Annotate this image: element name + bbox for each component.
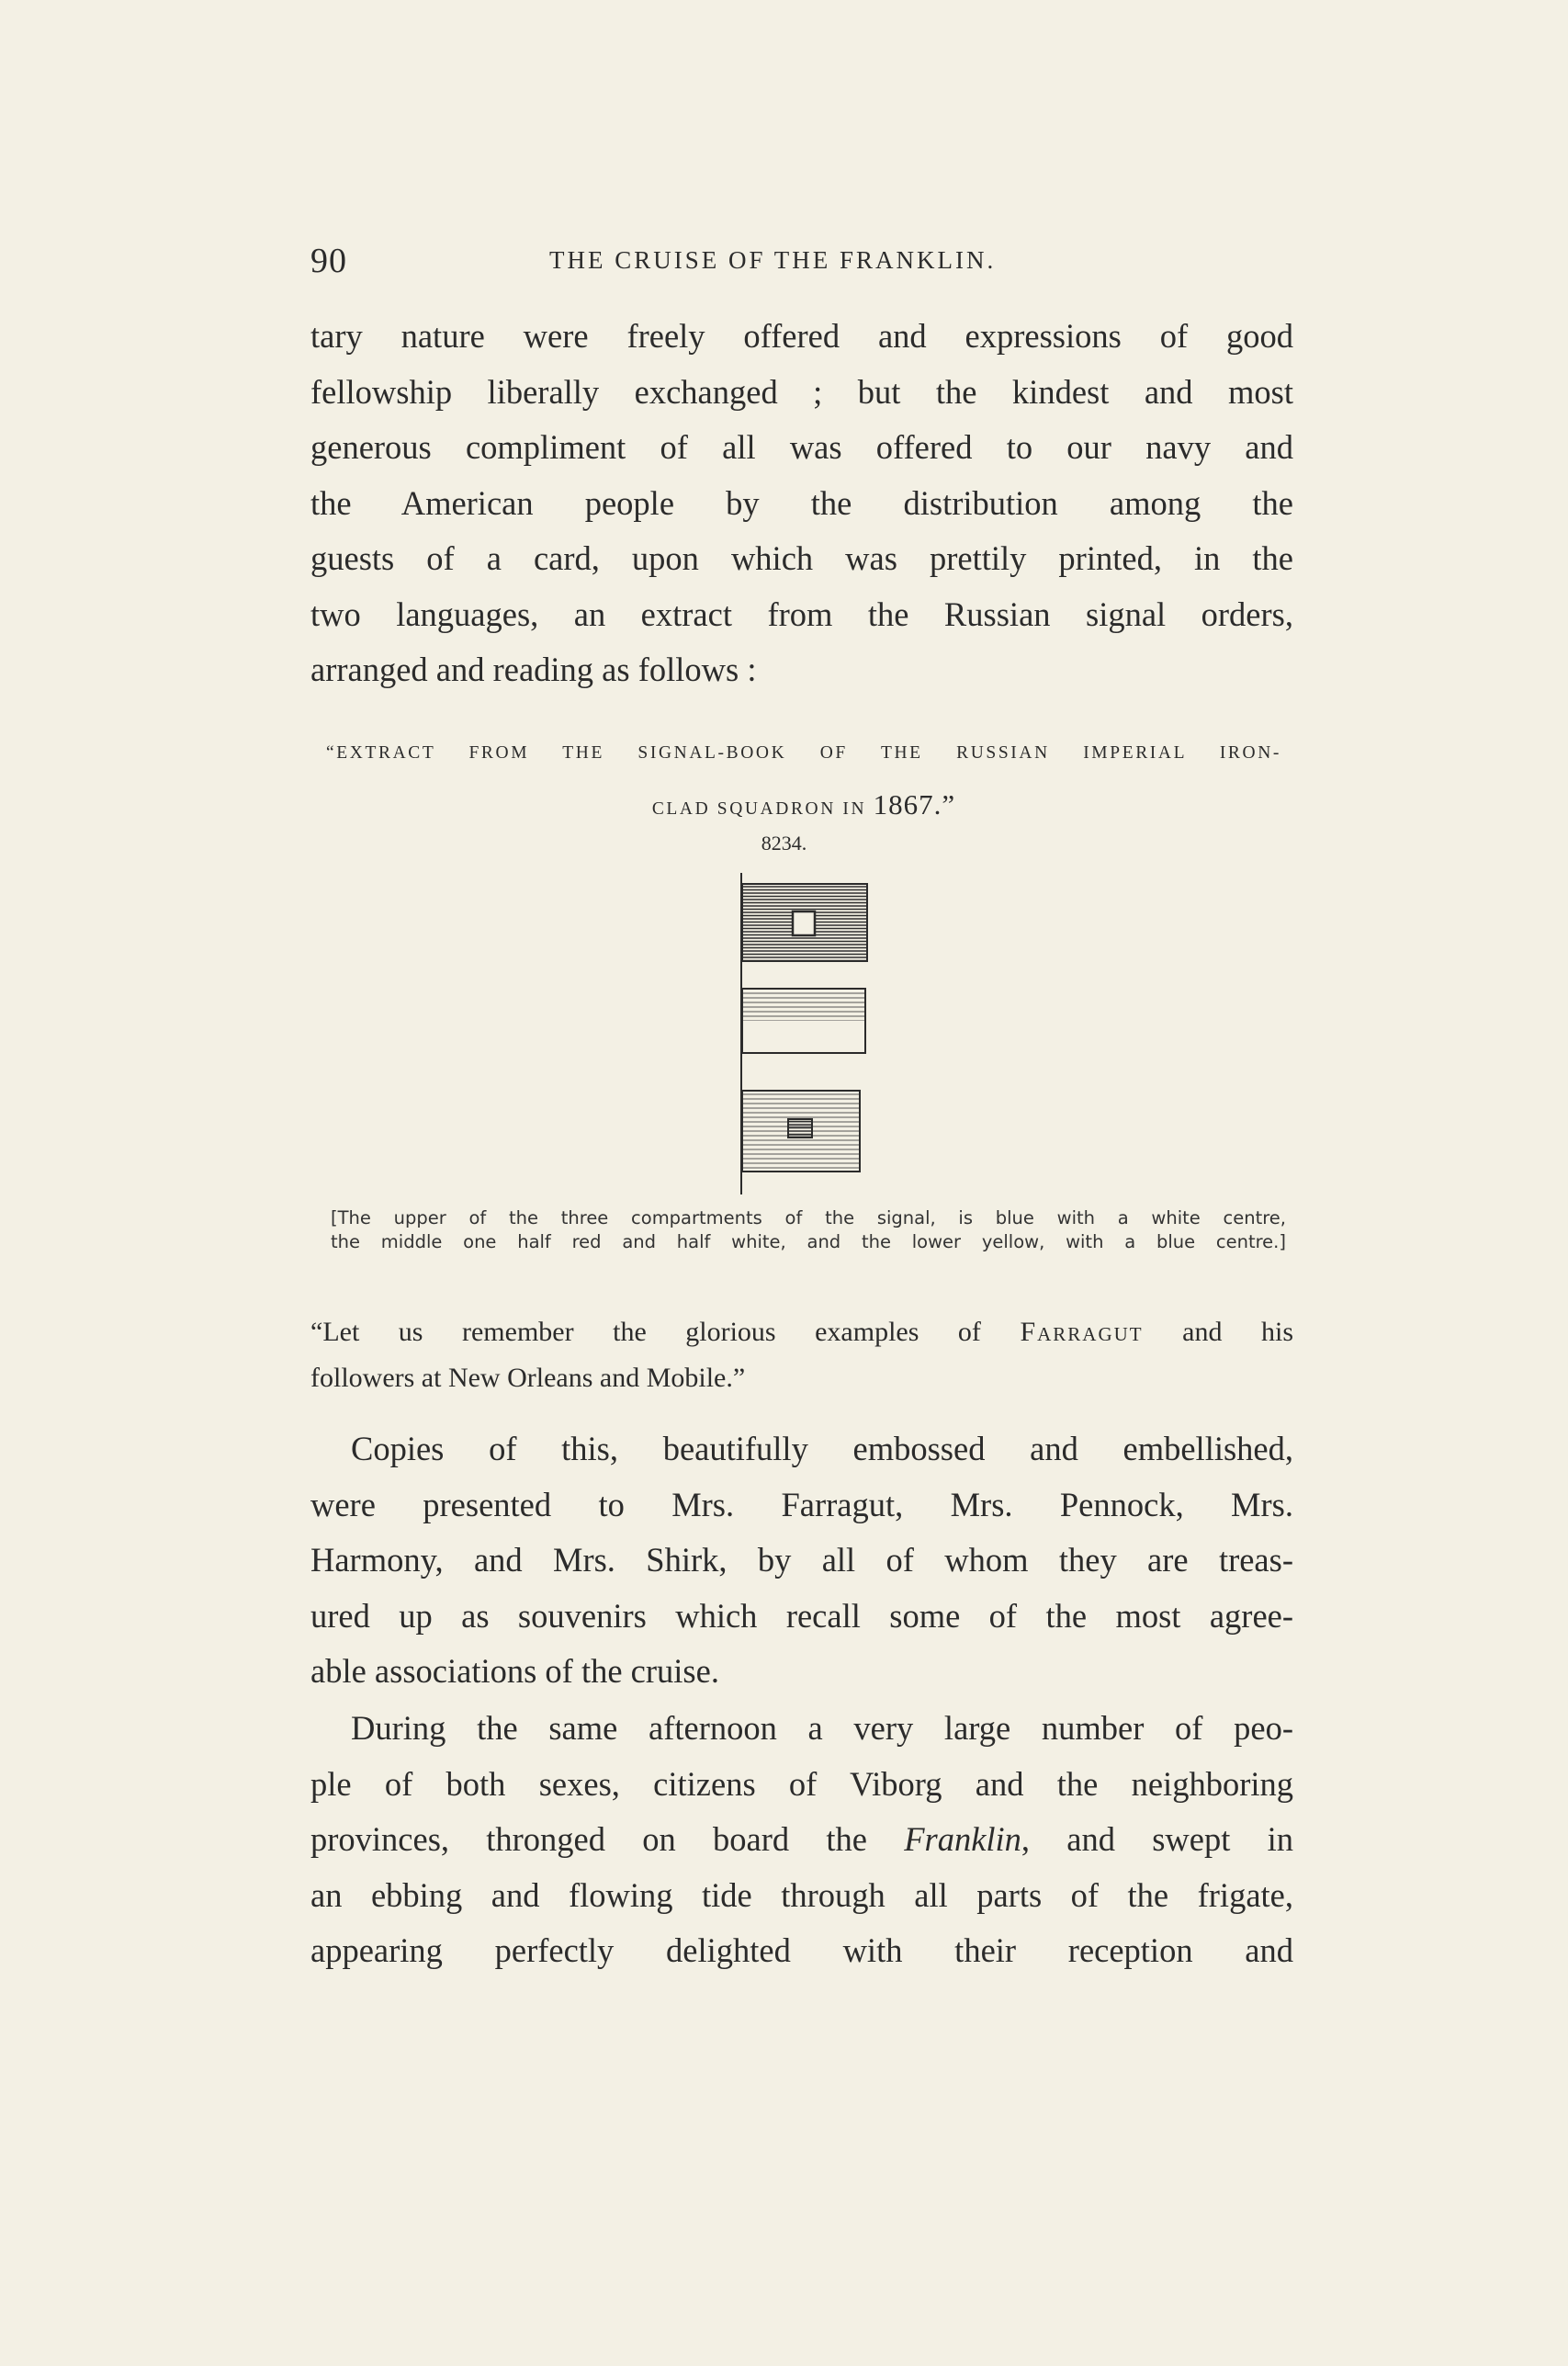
paragraph-2 — [310, 1421, 1293, 1700]
signal-flag-illustration — [735, 873, 873, 1194]
text-line: an ebbing and flowing tide through all parts of the frigate, — [310, 1875, 1293, 1914]
text-line: able associations of the cruise. — [310, 1652, 719, 1690]
text-line: generous compliment of all was offered to our navy and — [310, 428, 1293, 466]
extract-heading-year: 1867.” — [873, 788, 956, 821]
extract-heading-squadron: CLAD SQUADRON IN — [651, 799, 867, 819]
text-segment: provinces, thronged on board the — [310, 1820, 867, 1858]
paragraph-3 — [310, 1701, 1293, 1979]
text-segment: , and swept in — [1021, 1820, 1294, 1858]
extract-heading-line-1: “EXTRACT FROM THE SIGNAL-BOOK OF THE RUSSIAN IMPERIAL IRON- — [326, 743, 1281, 763]
text-line: were presented to Mrs. Farragut, Mrs. Pennock, Mrs. — [310, 1485, 1293, 1523]
quote-name: Farragut — [1020, 1317, 1144, 1347]
signal-quote — [310, 1309, 1293, 1401]
text-line: tary nature were freely offered and expressions of good — [310, 317, 1293, 355]
text-line: ured up as souvenirs which recall some of the most agree- — [310, 1596, 1293, 1635]
quote-line: followers at New Orleans and Mobile.” — [310, 1363, 746, 1393]
text-line: Harmony, and Mrs. Shirk, by all of whom they are treas- — [310, 1541, 1293, 1579]
page-number: 90 — [310, 242, 347, 280]
caption-line: the middle one half red and half white, and the lower yellow, with a blue centre.] — [331, 1231, 1286, 1252]
text-line: appearing perfectly delighted with their reception and — [310, 1931, 1293, 1969]
text-line: arranged and reading as follows : — [310, 651, 757, 688]
text-line: the American people by the distribution among the — [310, 483, 1293, 522]
running-head — [310, 241, 1293, 287]
running-title: THE CRUISE OF THE FRANKLIN. — [549, 246, 997, 274]
extract-heading — [326, 740, 1281, 823]
quote-text: and his — [1182, 1317, 1293, 1347]
extract-heading-line-2 — [326, 788, 1281, 823]
middle-compartment — [742, 989, 865, 1053]
signal-number: 8234. — [761, 832, 807, 855]
quote-text: “Let us remember the glorious examples of — [310, 1317, 981, 1347]
ship-name: Franklin — [904, 1820, 1021, 1858]
text-line: Copies of this, beautifully embossed and embellished, — [351, 1430, 1293, 1467]
lower-compartment — [742, 1091, 860, 1172]
text-line: guests of a card, upon which was prettily printed, in the — [310, 539, 1293, 577]
text-line: During the same afternoon a very large number of peo- — [351, 1709, 1293, 1747]
signal-caption — [331, 1206, 1286, 1254]
upper-compartment — [742, 884, 867, 961]
text-line: fellowship liberally exchanged ; but the kindest and most — [310, 372, 1293, 411]
paragraph-1 — [310, 309, 1293, 698]
text-line — [310, 1812, 1293, 1868]
caption-line: [The upper of the three compartments of the signal, is blue with a white centre, — [331, 1207, 1286, 1228]
text-line: ple of both sexes, citizens of Viborg and the neighboring — [310, 1764, 1293, 1803]
text-line: two languages, an extract from the Russian signal orders, — [310, 594, 1293, 633]
quote-line — [310, 1309, 1293, 1355]
